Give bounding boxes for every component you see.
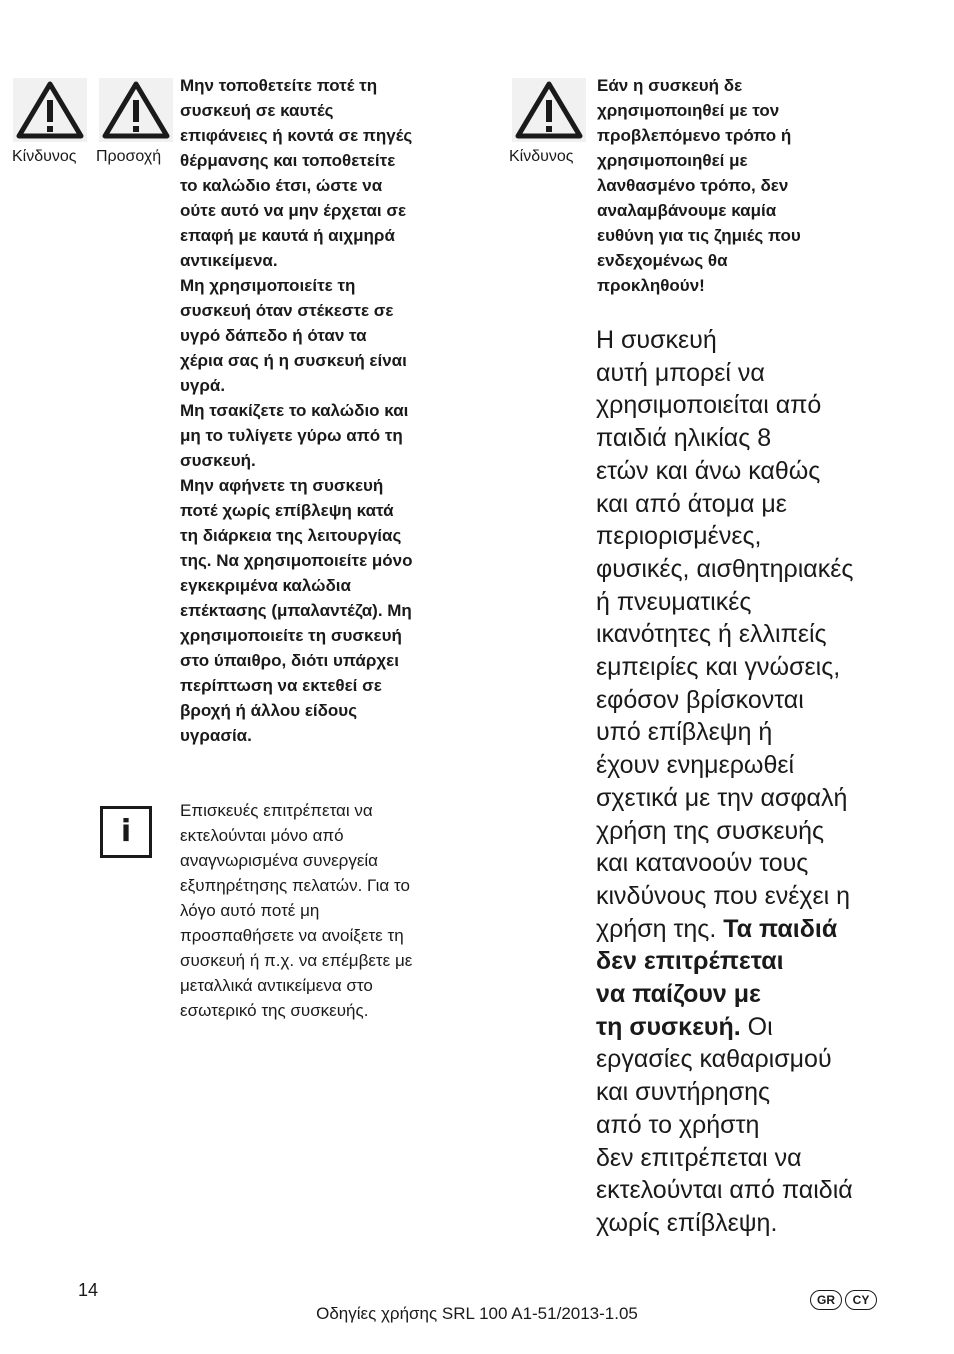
danger-caption: Κίνδυνος [12, 148, 77, 165]
caution-caption: Προσοχή [96, 148, 162, 165]
country-badge-gr: GR [810, 1290, 842, 1310]
children-safety-paragraph [596, 324, 896, 1240]
children-text-bold: Τα παιδιά δεν επιτρέπεται να παίζουν με τη συσκευή. [596, 914, 838, 1041]
children-text-intro: Η συσκευή αυτή μπορεί να χρησιμοποιείται από παιδιά ηλικίας 8 ετών και άνω καθώς και από άτομα με περιορισμένες, φυσικές, αισθητηριακές ή πνευματικές ικανότητες ή ελλιπείς εμπειρίες και γνώσεις, εφόσον βρίσκονται υπό επίβλεψη ή έχουν ενημερωθεί σχετικά με την ασφαλή χρήση της συσκευής και κατανοούν τους κινδύνους που ενέχει η χρήση της. [596, 326, 854, 943]
info-icon [100, 806, 152, 858]
left-warning-text: Μην τοποθετείτε ποτέ τη συσκευή σε καυτές επιφάνειες ή κοντά σε πηγές θέρμανσης και τοποθετείτε το καλώδιο έτσι, ώστε να ούτε αυτό να μην έρχεται σε επαφή με καυτά ή αιχμηρά αντικείμενα. Μη χρησιμοποιείτε τη συσκευή όταν στέκεστε σε υγρό δάπεδο ή όταν τα χέρια σας ή η συσκευή είναι υγρά. Μη τσακίζετε το καλώδιο και μη το τυλίγετε γύρω από τη συσκευή. Μην αφήνετε τη συσκευή ποτέ χωρίς επίβλεψη κατά τη διάρκεια της λειτουργίας της. Να χρησιμοποιείτε μόνο εγκεκριμένα καλώδια επέκτασης (μπαλαντέζα). Μη χρησιμοποιείτε τη συσκευή στο ύπαιθρο, διότι υπάρχει περίπτωση να εκτεθεί σε βροχή ή άλλου είδους υγρασία. [180, 76, 413, 745]
country-badge-cy: CY [845, 1290, 877, 1310]
warning-triangle-icon [512, 78, 586, 142]
page-number: 14 [78, 1280, 99, 1300]
warning-triangle-icon [13, 78, 87, 142]
warning-triangle-icon [99, 78, 173, 142]
right-warning-text: Εάν η συσκευή δε χρησιμοποιηθεί με τον προβλεπόμενο τρόπο ή χρησιμοποιηθεί με λανθασμένο τρόπο, δεν αναλαμβάνουμε καμία ευθύνη για τις ζημιές που ενδεχομένως θα προκληθούν! [597, 76, 801, 295]
repair-info-text: Επισκευές επιτρέπεται να εκτελούνται μόνο από αναγνωρισμένα συνεργεία εξυπηρέτησης πελατών. Για το λόγο αυτό ποτέ μη προσπαθήσετε να ανοίξετε τη συσκευή ή π.χ. να επέμβετε με μεταλλικά αντικείμενα στο εσωτερικό της συσκευής. [180, 801, 413, 1020]
info-icon-glyph: i [120, 814, 132, 849]
danger-caption: Κίνδυνος [509, 148, 574, 165]
children-text-outro: Οι εργασίες καθαρισμού και συντήρησης από το χρήστη δεν επιτρέπεται να εκτελούνται από παιδιά χωρίς επίβλεψη. [596, 1012, 853, 1237]
document-id: Οδηγίες χρήσης SRL 100 A1-51/2013-1.05 [316, 1304, 638, 1323]
